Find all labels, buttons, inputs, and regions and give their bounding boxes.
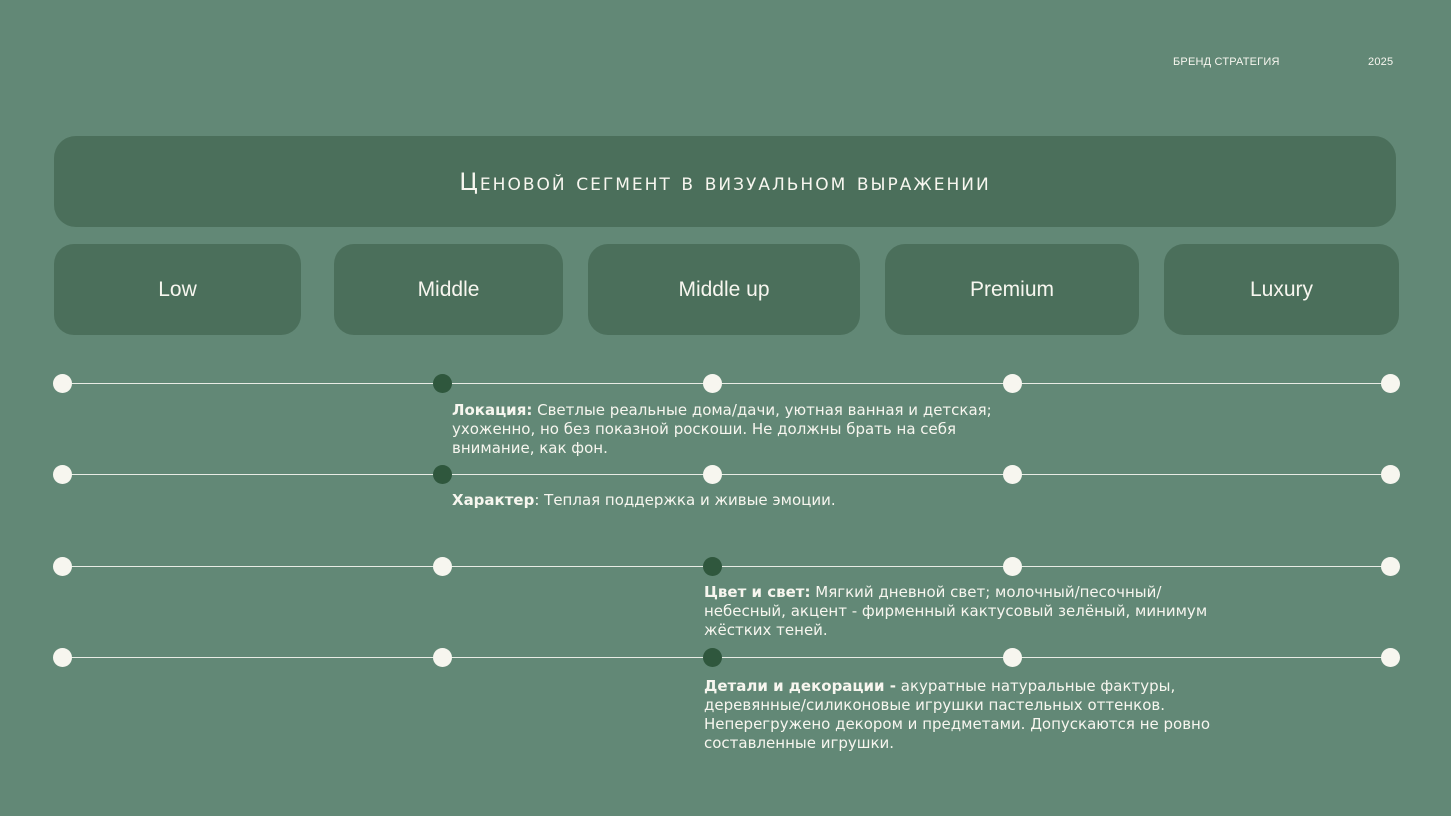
- segment-label: Middle up: [678, 277, 770, 301]
- timeline-dot-active: [433, 374, 452, 393]
- segment-low: [54, 244, 301, 335]
- timeline-dot: [1381, 374, 1400, 393]
- timeline-line: [62, 474, 1390, 475]
- row-label: Детали и декорации -: [704, 677, 897, 695]
- timeline-dot: [53, 465, 72, 484]
- row-description-details: [704, 677, 1234, 753]
- row-label: Локация:: [452, 401, 533, 419]
- timeline-dot: [433, 648, 452, 667]
- row-text: акуратные натуральные фактуры, деревянные/силиконовые игрушки пастельных оттенков. Неперегружено декором и предметами. Допускаются не ровно составленные игрушки.: [704, 677, 1211, 752]
- segment-luxury: [1164, 244, 1399, 335]
- timeline-dot: [53, 557, 72, 576]
- timeline-line: [62, 383, 1390, 384]
- timeline-dot: [433, 557, 452, 576]
- row-description-location: [452, 401, 1012, 458]
- timeline-line: [62, 566, 1390, 567]
- row-label: Цвет и свет:: [704, 583, 811, 601]
- segment-premium: [885, 244, 1139, 335]
- row-text: Светлые реальные дома/дачи, уютная ванная и детская; ухоженно, но без показной роскоши. Не должны брать на себя внимание, как фон.: [452, 401, 992, 457]
- timeline-dot: [1381, 465, 1400, 484]
- timeline-dot: [1003, 557, 1022, 576]
- timeline-dot-active: [433, 465, 452, 484]
- row-label: Характер: [452, 491, 535, 509]
- timeline-dot: [703, 374, 722, 393]
- timeline-dot: [1003, 374, 1022, 393]
- timeline-line: [62, 657, 1390, 658]
- row-text: Мягкий дневной свет; молочный/песочный/ небесный, акцент - фирменный кактусовый зелёный, минимум жёстких теней.: [704, 583, 1208, 639]
- segment-middle-up: [588, 244, 860, 335]
- row-text: : Теплая поддержка и живые эмоции.: [534, 491, 836, 509]
- timeline-dot: [53, 374, 72, 393]
- timeline-dot: [1381, 648, 1400, 667]
- segment-label: Premium: [969, 277, 1054, 301]
- timeline-dot: [1003, 648, 1022, 667]
- timeline-dot-active: [703, 648, 722, 667]
- header-year: 2025: [1368, 56, 1394, 68]
- row-description-character: [452, 491, 1012, 510]
- segment-label: Low: [158, 277, 197, 301]
- timeline-dot: [53, 648, 72, 667]
- page-title: Ценовой сегмент в визуальном выражении: [459, 167, 991, 196]
- segment-middle: [334, 244, 563, 335]
- timeline-dot: [1381, 557, 1400, 576]
- timeline-dot: [703, 465, 722, 484]
- timeline-dot: [1003, 465, 1022, 484]
- segment-label: Middle: [417, 277, 480, 301]
- title-box: [54, 136, 1396, 227]
- timeline-dot-active: [703, 557, 722, 576]
- header-brand: БРЕНД СТРАТЕГИЯ: [1173, 56, 1280, 68]
- row-description-color: [704, 583, 1234, 640]
- segment-label: Luxury: [1249, 277, 1314, 301]
